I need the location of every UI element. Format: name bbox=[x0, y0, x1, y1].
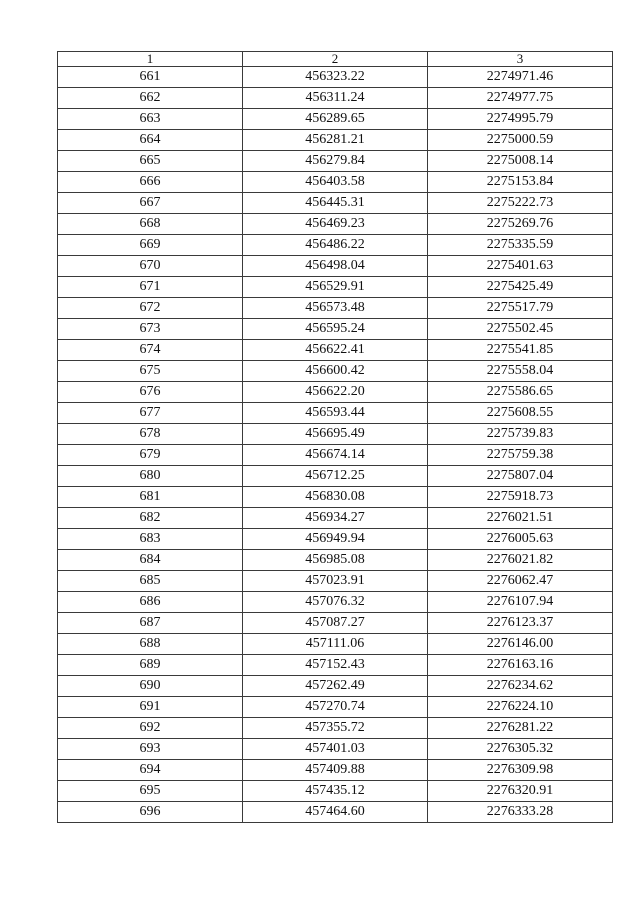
y-coordinate-cell: 2275517.79 bbox=[428, 298, 613, 319]
y-coordinate-cell: 2275739.83 bbox=[428, 424, 613, 445]
x-coordinate-cell: 457409.88 bbox=[243, 760, 428, 781]
point-number-cell: 695 bbox=[58, 781, 243, 802]
x-coordinate-cell: 456573.48 bbox=[243, 298, 428, 319]
point-number-cell: 679 bbox=[58, 445, 243, 466]
point-number-cell: 681 bbox=[58, 487, 243, 508]
table-row bbox=[58, 697, 613, 718]
x-coordinate-cell: 456486.22 bbox=[243, 235, 428, 256]
point-number-cell: 688 bbox=[58, 634, 243, 655]
x-coordinate-cell: 457270.74 bbox=[243, 697, 428, 718]
x-coordinate-cell: 456279.84 bbox=[243, 151, 428, 172]
table-row bbox=[58, 676, 613, 697]
y-coordinate-cell: 2275759.38 bbox=[428, 445, 613, 466]
x-coordinate-cell: 456949.94 bbox=[243, 529, 428, 550]
x-coordinate-cell: 456600.42 bbox=[243, 361, 428, 382]
point-number-cell: 661 bbox=[58, 67, 243, 88]
table-row bbox=[58, 361, 613, 382]
table-row bbox=[58, 781, 613, 802]
header-col-1: 1 bbox=[58, 52, 243, 67]
y-coordinate-cell: 2276021.51 bbox=[428, 508, 613, 529]
x-coordinate-cell: 457262.49 bbox=[243, 676, 428, 697]
y-coordinate-cell: 2275222.73 bbox=[428, 193, 613, 214]
table-row bbox=[58, 424, 613, 445]
x-coordinate-cell: 457401.03 bbox=[243, 739, 428, 760]
table-row bbox=[58, 382, 613, 403]
point-number-cell: 673 bbox=[58, 319, 243, 340]
point-number-cell: 687 bbox=[58, 613, 243, 634]
x-coordinate-cell: 457435.12 bbox=[243, 781, 428, 802]
table-row bbox=[58, 739, 613, 760]
point-number-cell: 670 bbox=[58, 256, 243, 277]
x-coordinate-cell: 456289.65 bbox=[243, 109, 428, 130]
point-number-cell: 662 bbox=[58, 88, 243, 109]
header-col-2: 2 bbox=[243, 52, 428, 67]
table-row bbox=[58, 235, 613, 256]
x-coordinate-cell: 456593.44 bbox=[243, 403, 428, 424]
x-coordinate-cell: 456281.21 bbox=[243, 130, 428, 151]
x-coordinate-cell: 456622.20 bbox=[243, 382, 428, 403]
y-coordinate-cell: 2276333.28 bbox=[428, 802, 613, 823]
table-row bbox=[58, 760, 613, 781]
table-row bbox=[58, 319, 613, 340]
y-coordinate-cell: 2274971.46 bbox=[428, 67, 613, 88]
y-coordinate-cell: 2275000.59 bbox=[428, 130, 613, 151]
header-col-3: 3 bbox=[428, 52, 613, 67]
point-number-cell: 684 bbox=[58, 550, 243, 571]
table-row bbox=[58, 67, 613, 88]
x-coordinate-cell: 456934.27 bbox=[243, 508, 428, 529]
point-number-cell: 666 bbox=[58, 172, 243, 193]
table-row bbox=[58, 634, 613, 655]
y-coordinate-cell: 2275502.45 bbox=[428, 319, 613, 340]
x-coordinate-cell: 456595.24 bbox=[243, 319, 428, 340]
table-row bbox=[58, 298, 613, 319]
y-coordinate-cell: 2275586.65 bbox=[428, 382, 613, 403]
x-coordinate-cell: 456323.22 bbox=[243, 67, 428, 88]
y-coordinate-cell: 2275269.76 bbox=[428, 214, 613, 235]
y-coordinate-cell: 2276163.16 bbox=[428, 655, 613, 676]
point-number-cell: 675 bbox=[58, 361, 243, 382]
table-row bbox=[58, 130, 613, 151]
x-coordinate-cell: 456469.23 bbox=[243, 214, 428, 235]
table-row bbox=[58, 340, 613, 361]
point-number-cell: 664 bbox=[58, 130, 243, 151]
x-coordinate-cell: 457111.06 bbox=[243, 634, 428, 655]
x-coordinate-cell: 457023.91 bbox=[243, 571, 428, 592]
y-coordinate-cell: 2275335.59 bbox=[428, 235, 613, 256]
y-coordinate-cell: 2275401.63 bbox=[428, 256, 613, 277]
x-coordinate-cell: 456403.58 bbox=[243, 172, 428, 193]
point-number-cell: 692 bbox=[58, 718, 243, 739]
point-number-cell: 674 bbox=[58, 340, 243, 361]
table-row bbox=[58, 613, 613, 634]
y-coordinate-cell: 2276234.62 bbox=[428, 676, 613, 697]
point-number-cell: 680 bbox=[58, 466, 243, 487]
table-row bbox=[58, 592, 613, 613]
table-row bbox=[58, 172, 613, 193]
point-number-cell: 678 bbox=[58, 424, 243, 445]
x-coordinate-cell: 456445.31 bbox=[243, 193, 428, 214]
point-number-cell: 686 bbox=[58, 592, 243, 613]
point-number-cell: 677 bbox=[58, 403, 243, 424]
table-row bbox=[58, 193, 613, 214]
table-row bbox=[58, 550, 613, 571]
y-coordinate-cell: 2275425.49 bbox=[428, 277, 613, 298]
x-coordinate-cell: 457355.72 bbox=[243, 718, 428, 739]
y-coordinate-cell: 2274995.79 bbox=[428, 109, 613, 130]
y-coordinate-cell: 2276107.94 bbox=[428, 592, 613, 613]
point-number-cell: 667 bbox=[58, 193, 243, 214]
y-coordinate-cell: 2275008.14 bbox=[428, 151, 613, 172]
point-number-cell: 669 bbox=[58, 235, 243, 256]
point-number-cell: 665 bbox=[58, 151, 243, 172]
y-coordinate-cell: 2274977.75 bbox=[428, 88, 613, 109]
x-coordinate-cell: 456830.08 bbox=[243, 487, 428, 508]
point-number-cell: 696 bbox=[58, 802, 243, 823]
point-number-cell: 671 bbox=[58, 277, 243, 298]
point-number-cell: 663 bbox=[58, 109, 243, 130]
x-coordinate-cell: 456622.41 bbox=[243, 340, 428, 361]
x-coordinate-cell: 457464.60 bbox=[243, 802, 428, 823]
point-number-cell: 694 bbox=[58, 760, 243, 781]
y-coordinate-cell: 2276005.63 bbox=[428, 529, 613, 550]
y-coordinate-cell: 2276021.82 bbox=[428, 550, 613, 571]
y-coordinate-cell: 2275608.55 bbox=[428, 403, 613, 424]
point-number-cell: 676 bbox=[58, 382, 243, 403]
coordinates-table bbox=[57, 51, 613, 823]
x-coordinate-cell: 456674.14 bbox=[243, 445, 428, 466]
table-row bbox=[58, 277, 613, 298]
point-number-cell: 690 bbox=[58, 676, 243, 697]
table-row bbox=[58, 655, 613, 676]
point-number-cell: 691 bbox=[58, 697, 243, 718]
table-row bbox=[58, 256, 613, 277]
x-coordinate-cell: 456712.25 bbox=[243, 466, 428, 487]
table-row bbox=[58, 466, 613, 487]
table-row bbox=[58, 529, 613, 550]
y-coordinate-cell: 2275558.04 bbox=[428, 361, 613, 382]
y-coordinate-cell: 2275153.84 bbox=[428, 172, 613, 193]
y-coordinate-cell: 2275918.73 bbox=[428, 487, 613, 508]
point-number-cell: 689 bbox=[58, 655, 243, 676]
x-coordinate-cell: 457087.27 bbox=[243, 613, 428, 634]
point-number-cell: 683 bbox=[58, 529, 243, 550]
y-coordinate-cell: 2276320.91 bbox=[428, 781, 613, 802]
point-number-cell: 685 bbox=[58, 571, 243, 592]
table-row bbox=[58, 718, 613, 739]
x-coordinate-cell: 456985.08 bbox=[243, 550, 428, 571]
table-row bbox=[58, 508, 613, 529]
y-coordinate-cell: 2276281.22 bbox=[428, 718, 613, 739]
point-number-cell: 693 bbox=[58, 739, 243, 760]
table-row bbox=[58, 109, 613, 130]
table-row bbox=[58, 571, 613, 592]
table-row bbox=[58, 151, 613, 172]
x-coordinate-cell: 457152.43 bbox=[243, 655, 428, 676]
point-number-cell: 682 bbox=[58, 508, 243, 529]
table-header bbox=[58, 52, 613, 67]
x-coordinate-cell: 456498.04 bbox=[243, 256, 428, 277]
point-number-cell: 672 bbox=[58, 298, 243, 319]
y-coordinate-cell: 2275541.85 bbox=[428, 340, 613, 361]
y-coordinate-cell: 2276062.47 bbox=[428, 571, 613, 592]
y-coordinate-cell: 2276224.10 bbox=[428, 697, 613, 718]
x-coordinate-cell: 456311.24 bbox=[243, 88, 428, 109]
y-coordinate-cell: 2276146.00 bbox=[428, 634, 613, 655]
table-body bbox=[58, 67, 613, 823]
point-number-cell: 668 bbox=[58, 214, 243, 235]
x-coordinate-cell: 457076.32 bbox=[243, 592, 428, 613]
x-coordinate-cell: 456695.49 bbox=[243, 424, 428, 445]
header-row bbox=[58, 52, 613, 67]
y-coordinate-cell: 2276123.37 bbox=[428, 613, 613, 634]
y-coordinate-cell: 2275807.04 bbox=[428, 466, 613, 487]
table-row bbox=[58, 802, 613, 823]
x-coordinate-cell: 456529.91 bbox=[243, 277, 428, 298]
table-row bbox=[58, 445, 613, 466]
table-row bbox=[58, 487, 613, 508]
table-row bbox=[58, 88, 613, 109]
table-row bbox=[58, 403, 613, 424]
y-coordinate-cell: 2276305.32 bbox=[428, 739, 613, 760]
y-coordinate-cell: 2276309.98 bbox=[428, 760, 613, 781]
table-row bbox=[58, 214, 613, 235]
